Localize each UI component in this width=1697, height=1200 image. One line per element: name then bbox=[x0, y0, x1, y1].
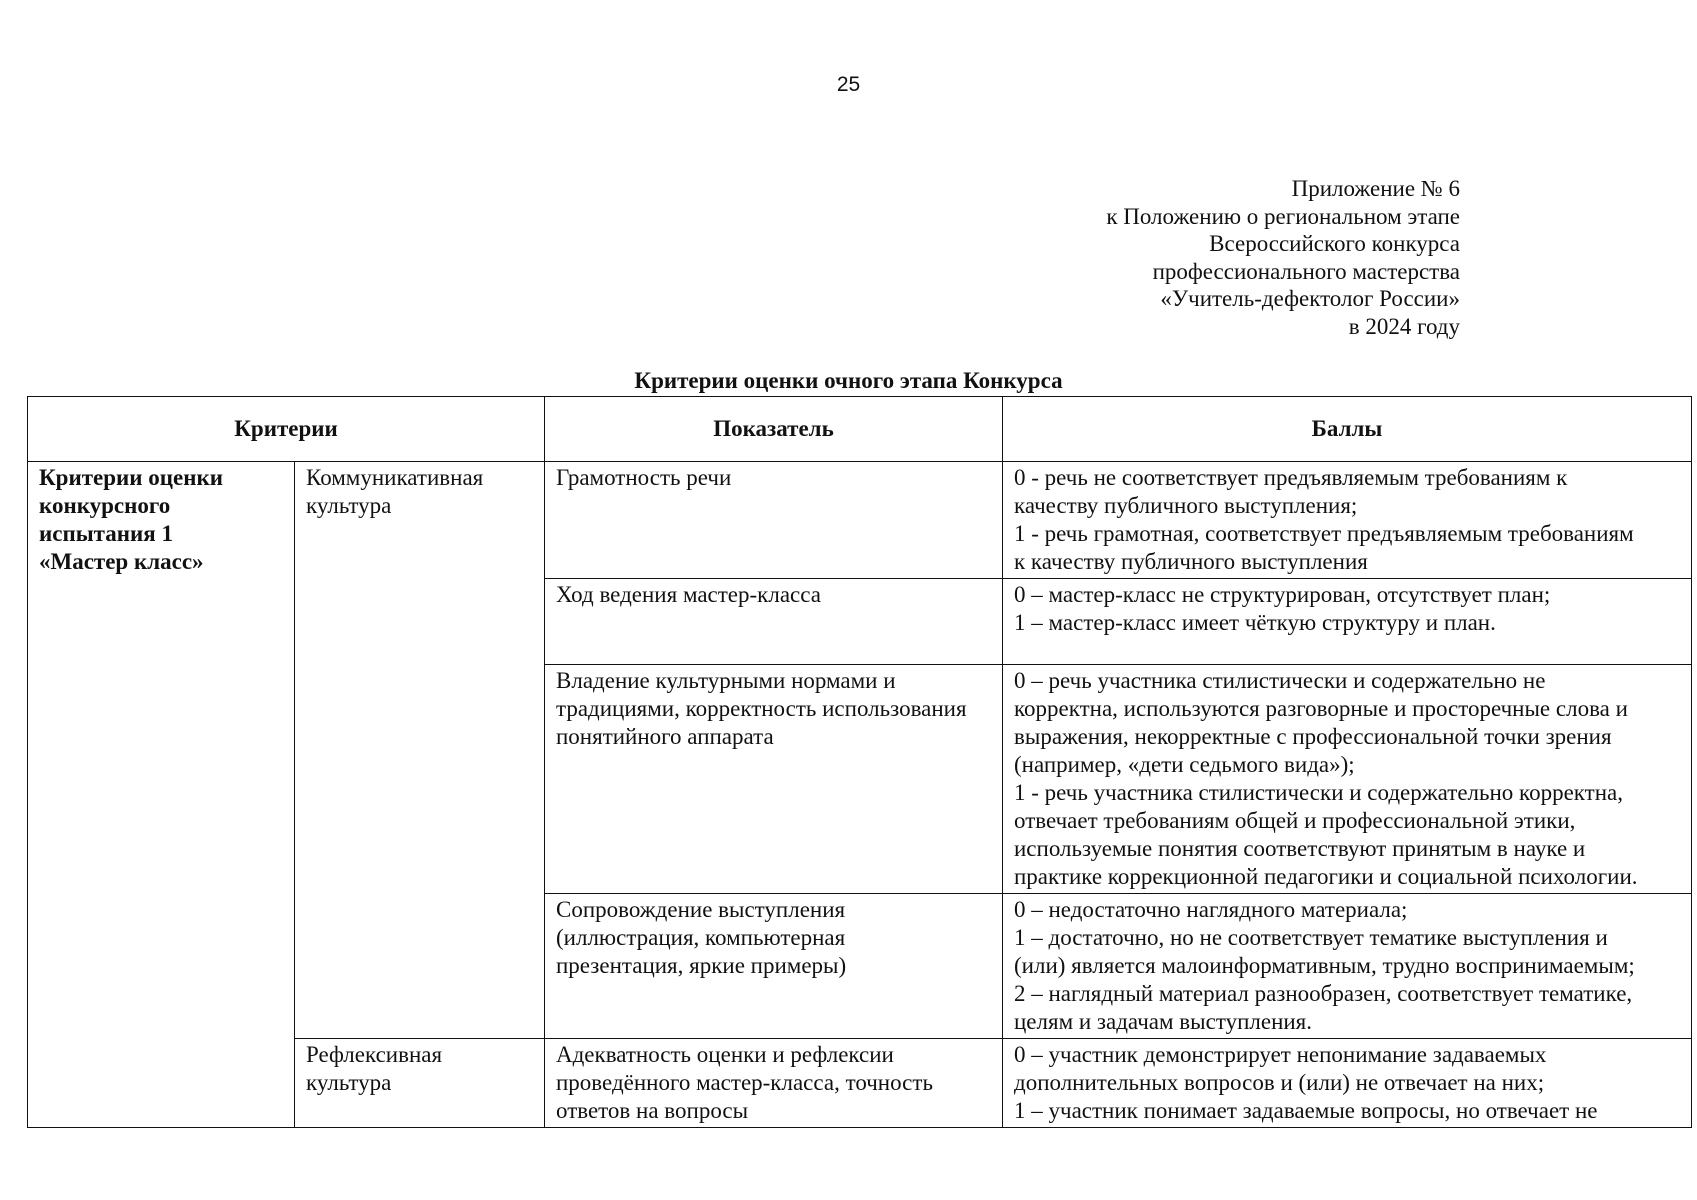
score-line: к качеству публичного выступления bbox=[1014, 549, 1368, 574]
indicator-cell bbox=[545, 462, 1003, 579]
indicator-line: ответов на вопросы bbox=[556, 1098, 749, 1123]
score-line: 1 – участник понимает задаваемые вопросы, но отвечает не bbox=[1014, 1098, 1598, 1123]
indicator-cell bbox=[545, 894, 1003, 1039]
score-line: выражения, некорректные с профессиональной точки зрения bbox=[1014, 724, 1612, 749]
subgroup-label-line: Рефлексивная bbox=[306, 1042, 443, 1067]
appendix-line: Приложение № 6 bbox=[1291, 176, 1460, 201]
indicator-cell bbox=[545, 579, 1003, 665]
subgroup-label-line: культура bbox=[306, 493, 392, 518]
score-line: 1 - речь грамотная, соответствует предъявляемым требованиям bbox=[1014, 521, 1634, 546]
subgroup-cell bbox=[295, 1039, 545, 1128]
scores-cell bbox=[1003, 1039, 1692, 1128]
table-title: Критерии оценки очного этапа Конкурса bbox=[634, 368, 1063, 393]
appendix-line: Всероссийского конкурса bbox=[1209, 231, 1460, 256]
header-criteria: Критерии bbox=[28, 397, 545, 462]
score-line: 0 – речь участника стилистически и содержательно не bbox=[1014, 668, 1546, 693]
score-line: 2 – наглядный материал разнообразен, соответствует тематике, bbox=[1014, 981, 1633, 1006]
score-line: отвечает требованиям общей и профессиональной этики, bbox=[1014, 808, 1576, 833]
indicator-line: Адекватность оценки и рефлексии bbox=[556, 1042, 894, 1067]
scores-cell bbox=[1003, 665, 1692, 894]
score-line: 0 – участник демонстрирует непонимание задаваемых bbox=[1014, 1042, 1547, 1067]
subgroup-label-line: Коммуникативная bbox=[306, 465, 484, 490]
indicator-cell bbox=[545, 665, 1003, 894]
score-line: 1 – мастер-класс имеет чёткую структуру и план. bbox=[1014, 610, 1496, 635]
group-label-line: испытания 1 bbox=[39, 521, 173, 546]
criteria-table bbox=[27, 396, 1692, 1128]
indicator-line: проведённого мастер-класса, точность bbox=[556, 1070, 933, 1095]
header-scores: Баллы bbox=[1003, 397, 1692, 462]
scores-cell bbox=[1003, 894, 1692, 1039]
header-indicator: Показатель bbox=[545, 397, 1003, 462]
indicator-line: Владение культурными нормами и bbox=[556, 668, 896, 693]
indicator-cell bbox=[545, 1039, 1003, 1128]
appendix-note bbox=[1106, 175, 1460, 340]
score-line: качеству публичного выступления; bbox=[1014, 493, 1358, 518]
group-label-line: Критерии оценки bbox=[39, 465, 223, 490]
subgroup-label-line: культура bbox=[306, 1070, 392, 1095]
indicator-line: Грамотность речи bbox=[556, 465, 732, 490]
score-line: 0 - речь не соответствует предъявляемым требованиям к bbox=[1014, 465, 1568, 490]
indicator-line: Ход ведения мастер-класса bbox=[556, 582, 821, 607]
score-line: целям и задачам выступления. bbox=[1014, 1009, 1313, 1034]
scores-cell bbox=[1003, 462, 1692, 579]
appendix-line: в 2024 году bbox=[1348, 313, 1460, 339]
scores-cell bbox=[1003, 579, 1692, 665]
score-line: (например, «дети седьмого вида»); bbox=[1014, 752, 1355, 777]
score-line: практике коррекционной педагогики и социальной психологии. bbox=[1014, 864, 1638, 889]
page-number: 25 bbox=[836, 73, 861, 96]
indicator-line: традициями, корректность использования bbox=[556, 696, 967, 721]
subgroup-cell bbox=[295, 462, 545, 1039]
indicator-line: презентация, яркие примеры) bbox=[556, 953, 847, 978]
score-line: используемые понятия соответствуют принятым в науке и bbox=[1014, 836, 1586, 861]
header-row bbox=[28, 397, 1692, 462]
indicator-line: (иллюстрация, компьютерная bbox=[556, 925, 846, 950]
score-line: 0 – мастер-класс не структурирован, отсутствует план; bbox=[1014, 582, 1551, 607]
table-row bbox=[28, 462, 1692, 579]
appendix-line: «Учитель-дефектолог России» bbox=[1160, 286, 1460, 311]
score-line: дополнительных вопросов и (или) не отвечает на них; bbox=[1014, 1070, 1545, 1095]
group-label-line: «Мастер класс» bbox=[39, 549, 204, 574]
score-line: (или) является малоинформативным, трудно воспринимаемым; bbox=[1014, 953, 1635, 978]
score-line: 1 - речь участника стилистически и содержательно корректна, bbox=[1014, 780, 1623, 805]
group-label-line: конкурсного bbox=[39, 493, 171, 518]
indicator-line: понятийного аппарата bbox=[556, 724, 774, 749]
appendix-line: профессионального мастерства bbox=[1152, 258, 1460, 284]
score-line: корректна, используются разговорные и просторечные слова и bbox=[1014, 696, 1628, 721]
group-cell bbox=[28, 462, 295, 1128]
indicator-line: Сопровождение выступления bbox=[556, 897, 846, 922]
score-line: 1 – достаточно, но не соответствует тематике выступления и bbox=[1014, 925, 1608, 950]
score-line: 0 – недостаточно наглядного материала; bbox=[1014, 897, 1408, 922]
appendix-line: к Положению о региональном этапе bbox=[1106, 203, 1460, 229]
